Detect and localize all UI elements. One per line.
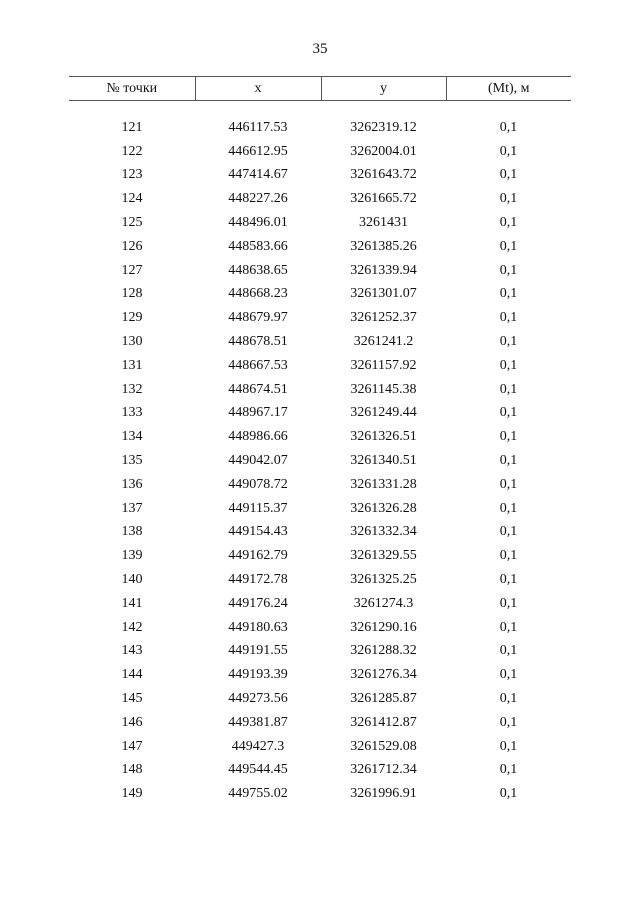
- cell-y: 3261996.91: [350, 786, 417, 802]
- table-row: [69, 283, 571, 307]
- cell-x: 448638.65: [228, 262, 288, 278]
- cell-x: 449755.02: [228, 786, 288, 802]
- cell-accuracy: 0,1: [499, 215, 518, 231]
- cell-y: 3261145.38: [350, 381, 417, 397]
- cell-point-number: 146: [121, 714, 143, 730]
- header-point-number: № точки: [69, 77, 195, 101]
- cell-point-number: 132: [121, 381, 143, 397]
- cell-accuracy: 0,1: [499, 572, 518, 588]
- cell-accuracy: 0,1: [499, 714, 518, 730]
- cell-x: 449162.79: [228, 548, 288, 564]
- table-row: [69, 354, 571, 378]
- table-row: [69, 235, 571, 259]
- cell-point-number: 144: [121, 667, 143, 683]
- table-row: [69, 378, 571, 402]
- cell-accuracy: 0,1: [499, 476, 518, 492]
- cell-x: 449180.63: [228, 619, 288, 635]
- cell-accuracy: 0,1: [499, 119, 518, 135]
- cell-y: 3261301.07: [350, 286, 417, 302]
- cell-x: 448678.51: [228, 334, 288, 350]
- cell-y: 3261643.72: [350, 167, 417, 183]
- cell-accuracy: 0,1: [499, 238, 518, 254]
- cell-x: 447414.67: [228, 167, 288, 183]
- cell-point-number: 122: [121, 143, 143, 159]
- header-row: [69, 77, 571, 101]
- cell-point-number: 130: [121, 334, 143, 350]
- cell-point-number: 125: [121, 215, 143, 231]
- cell-x: 449115.37: [228, 500, 288, 516]
- cell-y: 3261276.34: [350, 667, 417, 683]
- table-row: [69, 306, 571, 330]
- table-row: [69, 473, 571, 497]
- cell-x: 449191.55: [228, 643, 288, 659]
- cell-accuracy: 0,1: [499, 167, 518, 183]
- cell-y: 3261332.34: [350, 524, 417, 540]
- cell-x: 449154.43: [228, 524, 288, 540]
- table-row: [69, 425, 571, 449]
- cell-point-number: 139: [121, 548, 143, 564]
- cell-point-number: 138: [121, 524, 143, 540]
- cell-x: 448667.53: [228, 357, 288, 373]
- cell-accuracy: 0,1: [499, 786, 518, 802]
- cell-y: 3262319.12: [350, 119, 417, 135]
- cell-y: 3262004.01: [350, 143, 417, 159]
- cell-point-number: 136: [121, 476, 143, 492]
- cell-y: 3261241.2: [353, 334, 414, 350]
- cell-point-number: 128: [121, 286, 143, 302]
- cell-y: 3261325.25: [350, 572, 417, 588]
- cell-accuracy: 0,1: [499, 191, 518, 207]
- table-row: [69, 616, 571, 640]
- cell-accuracy: 0,1: [499, 667, 518, 683]
- table-row: [69, 164, 571, 188]
- cell-accuracy: 0,1: [499, 334, 518, 350]
- cell-y: 3261285.87: [350, 691, 417, 707]
- cell-y: 3261252.37: [350, 310, 417, 326]
- table-row: [69, 782, 571, 806]
- cell-point-number: 131: [121, 357, 143, 373]
- table-row: [69, 711, 571, 735]
- cell-accuracy: 0,1: [499, 310, 518, 326]
- table-row: [69, 759, 571, 783]
- cell-point-number: 149: [121, 786, 143, 802]
- cell-y: 3261340.51: [350, 453, 417, 469]
- table-row: [69, 330, 571, 354]
- cell-x: 446612.95: [228, 143, 288, 159]
- cell-point-number: 126: [121, 238, 143, 254]
- cell-point-number: 124: [121, 191, 143, 207]
- cell-point-number: 141: [121, 595, 143, 611]
- table-row: [69, 568, 571, 592]
- table-row: [69, 259, 571, 283]
- cell-accuracy: 0,1: [499, 524, 518, 540]
- cell-x: 448986.66: [228, 429, 288, 445]
- cell-accuracy: 0,1: [499, 500, 518, 516]
- cell-y: 3261529.08: [350, 738, 417, 754]
- cell-accuracy: 0,1: [499, 357, 518, 373]
- cell-y: 3261331.28: [350, 476, 417, 492]
- cell-accuracy: 0,1: [499, 143, 518, 159]
- coordinates-table: [69, 76, 571, 806]
- cell-accuracy: 0,1: [499, 619, 518, 635]
- cell-point-number: 123: [121, 167, 143, 183]
- table-row: [69, 663, 571, 687]
- cell-y: 3261157.92: [350, 357, 417, 373]
- cell-y: 3261339.94: [350, 262, 417, 278]
- cell-x: 449193.39: [228, 667, 288, 683]
- cell-y: 3261274.3: [353, 595, 414, 611]
- cell-y: 3261712.34: [350, 762, 417, 778]
- table-header: [69, 77, 571, 101]
- cell-point-number: 143: [121, 643, 143, 659]
- page-number: 35: [312, 41, 328, 57]
- cell-y: 3261249.44: [350, 405, 417, 421]
- cell-y: 3261412.87: [350, 714, 417, 730]
- cell-x: 446117.53: [228, 119, 288, 135]
- cell-point-number: 133: [121, 405, 143, 421]
- header-y: y: [321, 77, 446, 101]
- cell-accuracy: 0,1: [499, 429, 518, 445]
- table-row: [69, 735, 571, 759]
- table-row: [69, 544, 571, 568]
- table-row: [69, 687, 571, 711]
- table-row: [69, 497, 571, 521]
- cell-y: 3261290.16: [350, 619, 417, 635]
- cell-x: 448668.23: [228, 286, 288, 302]
- cell-x: 449381.87: [228, 714, 288, 730]
- cell-y: 3261326.28: [350, 500, 417, 516]
- header-spacer: [69, 101, 571, 117]
- cell-accuracy: 0,1: [499, 262, 518, 278]
- table-row: [69, 592, 571, 616]
- cell-point-number: 134: [121, 429, 143, 445]
- cell-accuracy: 0,1: [499, 548, 518, 564]
- table-row: [69, 449, 571, 473]
- cell-point-number: 127: [121, 262, 143, 278]
- cell-point-number: 145: [121, 691, 143, 707]
- cell-accuracy: 0,1: [499, 762, 518, 778]
- cell-x: 448227.26: [228, 191, 288, 207]
- cell-x: 449078.72: [228, 476, 288, 492]
- cell-x: 448583.66: [228, 238, 288, 254]
- table-row: [69, 116, 571, 140]
- cell-y: 3261288.32: [350, 643, 417, 659]
- cell-y: 3261385.26: [350, 238, 417, 254]
- cell-point-number: 142: [121, 619, 143, 635]
- cell-point-number: 147: [121, 738, 143, 754]
- cell-x: 448496.01: [228, 215, 288, 231]
- cell-accuracy: 0,1: [499, 595, 518, 611]
- table-row: [69, 521, 571, 545]
- cell-y: 3261326.51: [350, 429, 417, 445]
- header-accuracy: (Mt), м: [446, 77, 571, 101]
- table-row: [69, 640, 571, 664]
- cell-x: 449042.07: [228, 453, 288, 469]
- cell-y: 3261431: [359, 215, 408, 231]
- table-row: [69, 211, 571, 235]
- cell-point-number: 137: [121, 500, 143, 516]
- cell-accuracy: 0,1: [499, 286, 518, 302]
- table-row: [69, 140, 571, 164]
- table-body: [69, 101, 571, 807]
- cell-point-number: 148: [121, 762, 143, 778]
- cell-x: 449427.3: [231, 738, 285, 754]
- cell-x: 448674.51: [228, 381, 288, 397]
- cell-accuracy: 0,1: [499, 691, 518, 707]
- header-x: x: [195, 77, 321, 101]
- cell-accuracy: 0,1: [499, 381, 518, 397]
- cell-point-number: 129: [121, 310, 143, 326]
- cell-x: 449176.24: [228, 595, 288, 611]
- cell-accuracy: 0,1: [499, 405, 518, 421]
- cell-x: 448967.17: [228, 405, 288, 421]
- cell-accuracy: 0,1: [499, 738, 518, 754]
- cell-accuracy: 0,1: [499, 643, 518, 659]
- cell-point-number: 135: [121, 453, 143, 469]
- cell-y: 3261665.72: [350, 191, 417, 207]
- cell-x: 449172.78: [228, 572, 288, 588]
- table-row: [69, 402, 571, 426]
- cell-point-number: 121: [121, 119, 143, 135]
- cell-x: 449273.56: [228, 691, 288, 707]
- cell-x: 449544.45: [228, 762, 288, 778]
- cell-y: 3261329.55: [350, 548, 417, 564]
- cell-point-number: 140: [121, 572, 143, 588]
- cell-accuracy: 0,1: [499, 453, 518, 469]
- cell-x: 448679.97: [228, 310, 288, 326]
- table-row: [69, 187, 571, 211]
